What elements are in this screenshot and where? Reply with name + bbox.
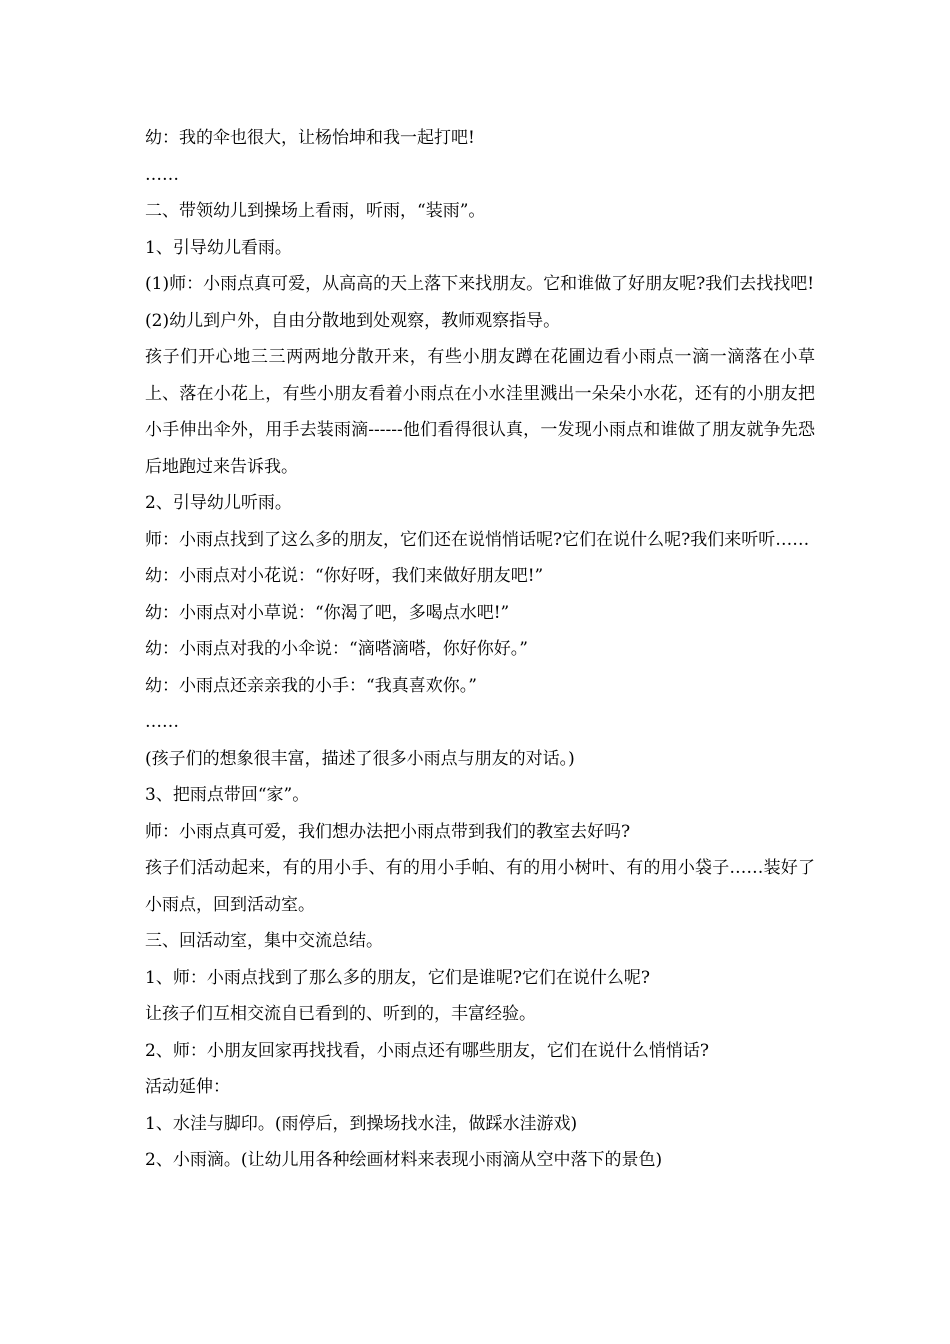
dialogue-line: 幼：小雨点还亲亲我的小手：“我真喜欢你。” (145, 675, 477, 696)
document-body (145, 120, 815, 1179)
extension-heading: 活动延伸： (145, 1077, 230, 1097)
extension-item: 2、小雨滴。(让幼儿用各种绘画材料来表现小雨滴从空中落下的景色) (145, 1150, 663, 1170)
note-line: (孩子们的想象很丰富，描述了很多小雨点与朋友的对话。) (145, 748, 575, 769)
ellipsis-line: …… (145, 164, 179, 185)
extension-item: 1、水洼与脚印。(雨停后，到操场找水洼，做踩水洼游戏) (145, 1113, 578, 1134)
sub-heading: 1、引导幼儿看雨。 (145, 237, 292, 258)
ellipsis-line: …… (145, 712, 179, 732)
sub-heading: 2、引导幼儿听雨。 (145, 493, 292, 513)
teacher-line: 2、师：小朋友回家再找找看，小雨点还有哪些朋友，它们在说什么悄悄话? (145, 1040, 709, 1061)
dialogue-line: 幼：小雨点对小草说：“你渴了吧，多喝点水吧!” (145, 602, 510, 623)
sub-heading: 3、把雨点带回“家”。 (145, 785, 310, 805)
section-heading: 三、回活动室，集中交流总结。 (145, 931, 383, 951)
observation-paragraph: 孩子们开心地三三两两地分散开来，有些小朋友蹲在花圃边看小雨点一滴一滴落在小草上、落在小花上，有些小朋友看着小雨点在小水洼里溅出一朵朵小水花，还有的小朋友把小手伸出伞外，用手去装雨滴------他们看得很认真，一发现小雨点和谁做了朋友就争先恐后地跑过来告诉我。 (145, 347, 815, 477)
dialogue-line: 幼：我的伞也很大，让杨怡坤和我一起打吧! (145, 128, 475, 148)
section-heading: 二、带领幼儿到操场上看雨，听雨，“装雨”。 (145, 201, 486, 221)
teacher-line: 1、师：小雨点找到了那么多的朋友，它们是谁呢?它们在说什么呢? (145, 967, 651, 988)
activity-line: 让孩子们互相交流自已看到的、听到的，丰富经验。 (145, 1004, 536, 1024)
teacher-paragraph: (1)师：小雨点真可爱，从高高的天上落下来找朋友。它和谁做了好朋友呢?我们去找找吧! (145, 274, 815, 294)
teacher-paragraph: 师：小雨点找到了这么多的朋友，它们还在说悄悄话呢?它们在说什么呢?我们来听听…… (145, 529, 810, 550)
activity-line: (2)幼儿到户外，自由分散地到处观察，教师观察指导。 (145, 310, 561, 331)
teacher-line: 师：小雨点真可爱，我们想办法把小雨点带到我们的教室去好吗? (145, 821, 631, 842)
activity-paragraph: 孩子们活动起来，有的用小手、有的用小手帕、有的用小树叶、有的用小袋子……装好了小雨点，回到活动室。 (145, 858, 815, 915)
dialogue-line: 幼：小雨点对我的小伞说：“滴嗒滴嗒，你好你好。” (145, 639, 528, 659)
dialogue-line: 幼：小雨点对小花说：“你好呀，我们来做好朋友吧!” (145, 566, 544, 586)
